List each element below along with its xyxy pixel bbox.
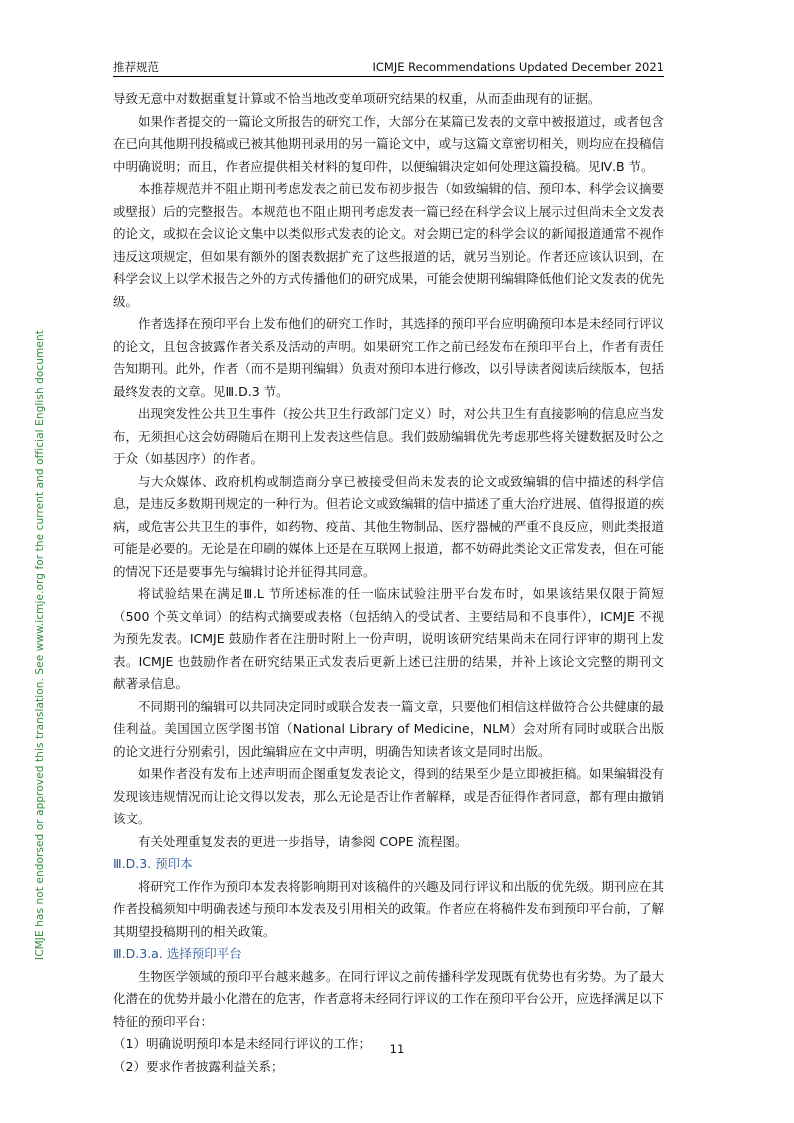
paragraph: 不同期刊的编辑可以共同决定同时或联合发表一篇文章，只要他们相信这样做符合公共健康的最佳利益。美国国立医学图书馆（National Library of Medicine，NLM）会对所有同时或联合出版的论文进行分别索引，因此编辑应在文中声明，明确告知读者该文是同时出版。 <box>113 698 664 759</box>
paragraph: 与大众媒体、政府机构或制造商分享已被接受但尚未发表的论文或致编辑的信中描述的科学信息，是违反多数期刊规定的一种行为。但若论文或致编辑的信中描述了重大治疗进展、值得报道的疾病，或危害公共卫生的事件，如药物、疫苗、其他生物制品、医疗器械的严重不良反应，则此类报道可能是必要的。无论是在印刷的媒体上还是在互联网上报道，都不妨碍此类论文正常发表，但在可能的情况下还是要事先与编辑讨论并征得其同意。 <box>113 473 664 579</box>
paragraph: 生物医学领域的预印平台越来越多。在同行评议之前传播科学发现既有优势也有劣势。为了最大化潜在的优势并最小化潜在的危害，作者意将未经同行评议的工作在预印平台公开，应选择满足以下特征的预印平台： <box>113 968 664 1029</box>
section-heading-choosing-preprint-server: Ⅲ.D.3.a. 选择预印平台 <box>113 946 242 961</box>
paragraph: 将试验结果在满足Ⅲ.L 节所述标准的任一临床试验注册平台发布时，如果该结果仅限于简短（500 个英文单词）的结构式摘要或表格（包括纳入的受试者、主要结局和不良事件），ICMJE 不视为预先发表。ICMJE 鼓励作者在注册时附上一份声明，说明该研究结果尚未在同行评审的期刊上发表。ICMJE 也鼓励作者在研究结果正式发表后更新上述已注册的结果，并补上该论文完整的期刊文献著录信息。 <box>113 586 664 691</box>
paragraph: 有关处理重复发表的更进一步指导，请参阅 COPE 流程图。 <box>138 833 468 849</box>
page-header <box>113 58 664 77</box>
paragraph: 本推荐规范并不阻止期刊考虑发表之前已发布初步报告（如致编辑的信、预印本、科学会议摘要或壁报）后的完整报告。本规范也不阻止期刊考虑发表一篇已经在科学会议上展示过但尚未全文发表的论文，或拟在会议论文集中以类似形式发表的论文。对会期已定的科学会议的新闻报道通常不视作违反这项规定，但如果有额外的图表数据扩充了这些报道的话，就另当别论。作者还应该认识到，在科学会议上以学术报告之外的方式传播他们的研究成果，可能会使期刊编辑降低他们论文发表的优先级。 <box>113 181 664 309</box>
list-item: （2）要求作者披露利益关系； <box>113 1058 284 1074</box>
paragraph: 导致无意中对数据重复计算或不恰当地改变单项研究结果的权重，从而歪曲现有的证据。 <box>113 91 601 106</box>
paragraph: 如果作者提交的一篇论文所报告的研究工作，大部分在某篇已发表的文章中被报道过，或者包含在已向其他期刊投稿或已被其他期刊录用的另一篇论文中，或与这篇文章密切相关，则均应在投稿信中明确说明；而且，作者应提供相关材料的复印件，以便编辑决定如何处理这篇投稿。见Ⅳ.B 节。 <box>113 113 664 174</box>
paragraph: 如果作者没有发布上述声明而企图重复发表论文，得到的结果至少是立即被拒稿。如果编辑没有发现该违规情况而让论文得以发表，那么无论是否让作者解释，或是否征得作者同意，都有理由撤销该文。 <box>113 766 664 826</box>
translation-disclaimer: ICMJE has not endorsed or approved this translation. See www.icmje.org for the current and official English document <box>34 330 46 960</box>
page-number: 11 <box>389 1042 405 1056</box>
paragraph: 作者选择在预印平台上发布他们的研究工作时，其选择的预印平台应明确预印本是未经同行评议的论文，且包含披露作者关系及活动的声明。如果研究工作之前已经发布在预印平台上，作者有责任告知期刊。此外，作者（而不是期刊编辑）负责对预印本进行修改，以引导读者阅读后续版本，包括最终发表的文章。见Ⅲ.D.3 节。 <box>113 316 664 399</box>
list-item: （1）明确说明预印本是未经同行评议的工作； <box>113 1036 371 1051</box>
header-section-title: 推荐规范 <box>113 60 159 74</box>
paragraph: 将研究工作作为预印本发表将影响期刊对该稿件的兴趣及同行评议和出版的优先级。期刊应在其作者投稿须知中明确表述与预印本发表及引用相关的政策。作者应在将稿件发布到预印平台前，了解其期望投稿期刊的相关政策。 <box>113 878 664 939</box>
body-text <box>113 88 664 1078</box>
section-heading-preprints: Ⅲ.D.3. 预印本 <box>113 856 193 871</box>
header-document-title: ICMJE Recommendations Updated December 2021 <box>372 60 664 74</box>
paragraph: 出现突发性公共卫生事件（按公共卫生行政部门定义）时，对公共卫生有直接影响的信息应当发布，无须担心这会妨碍随后在期刊上发表这些信息。我们鼓励编辑优先考虑那些将关键数据及时公之于众（如基因序）的作者。 <box>113 406 664 466</box>
